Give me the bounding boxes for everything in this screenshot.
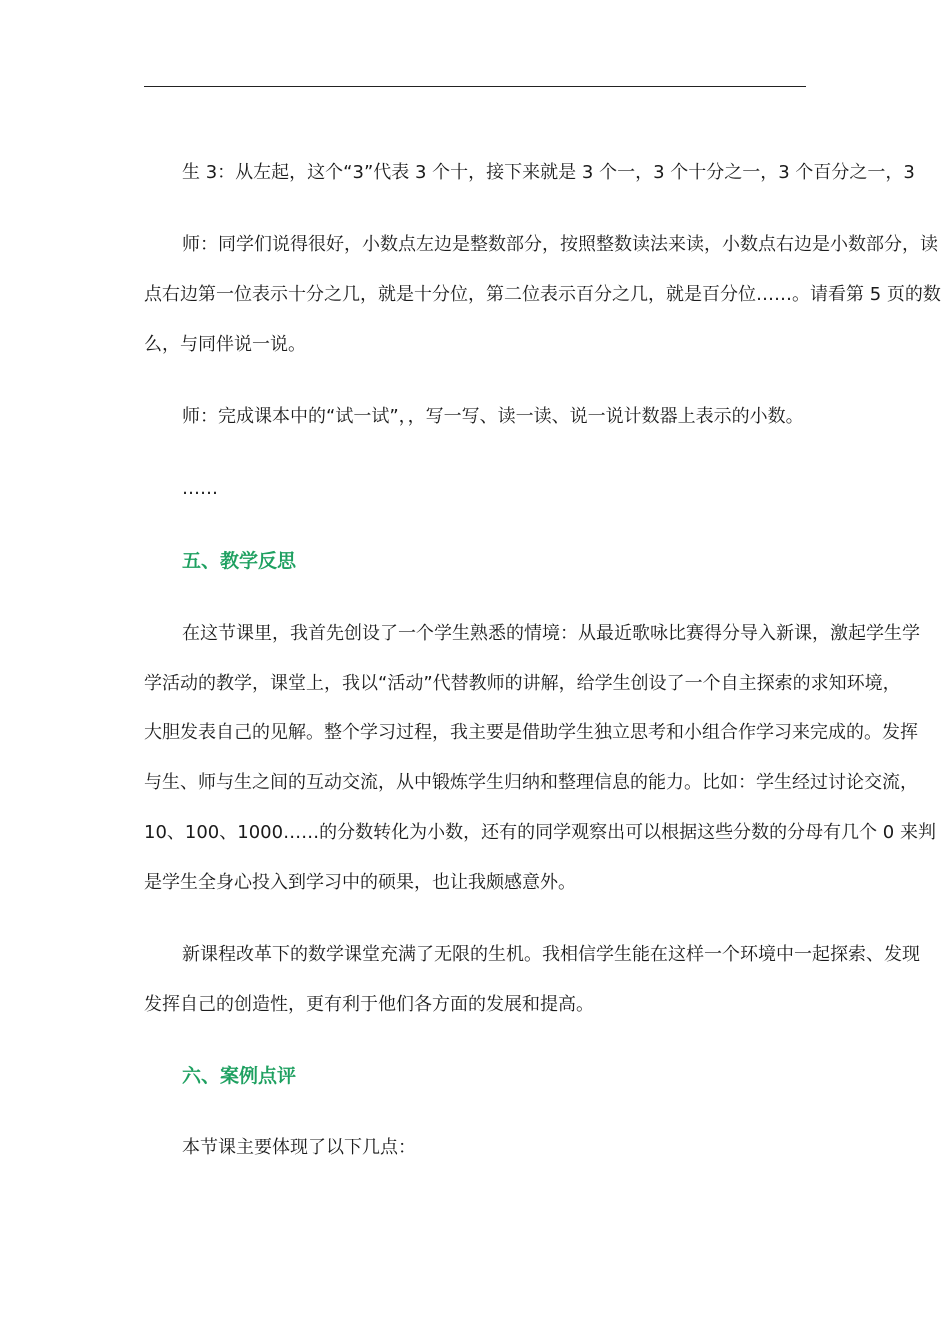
paragraph-line: 新课程改革下的数学课堂充满了无限的生机。我相信学生能在这样一个环境中一起探索、发现 (182, 944, 920, 965)
dialogue-line: 师：同学们说得很好，小数点左边是整数部分，按照整数读法来读，小数点右边是小数部分，读 (182, 234, 938, 255)
header-rule (144, 86, 806, 87)
dialogue-line: 么，与同伴说一说。 (144, 334, 306, 355)
paragraph-line: 10、100、1000……的分数转化为小数，还有的同学观察出可以根据这些分数的分母有几个 0 来判 (144, 822, 936, 843)
paragraph-line: 学活动的教学，课堂上，我以“活动”代替教师的讲解，给学生创设了一个自主探索的求知环境， (144, 673, 901, 694)
section-heading-reflection: 五、教学反思 (182, 550, 297, 572)
paragraph-line: 大胆发表自己的见解。整个学习过程，我主要是借助学生独立思考和小组合作学习来完成的。发挥 (144, 722, 918, 743)
paragraph-line: 发挥自己的创造性，更有利于他们各方面的发展和提高。 (144, 994, 594, 1015)
ellipsis-line: …… (182, 478, 218, 499)
dialogue-line: 师：完成课本中的“试一试”，，写一写、读一读、说一说计数器上表示的小数。 (182, 406, 804, 427)
paragraph-line: 是学生全身心投入到学习中的硕果，也让我颇感意外。 (144, 872, 576, 893)
paragraph-line: 本节课主要体现了以下几点： (182, 1137, 416, 1158)
dialogue-line: 生 3：从左起，这个“3”代表 3 个十，接下来就是 3 个一，3 个十分之一，3 个百分之一，3 (182, 162, 915, 183)
paragraph-line: 与生、师与生之间的互动交流，从中锻炼学生归纳和整理信息的能力。比如：学生经过讨论交流， (144, 772, 918, 793)
dialogue-line: 点右边第一位表示十分之几，就是十分位，第二位表示百分之几，就是百分位……。请看第 5 页的数 (144, 284, 941, 305)
section-heading-review: 六、案例点评 (182, 1065, 297, 1087)
paragraph-line: 在这节课里，我首先创设了一个学生熟悉的情境：从最近歌咏比赛得分导入新课，激起学生学 (182, 623, 920, 644)
